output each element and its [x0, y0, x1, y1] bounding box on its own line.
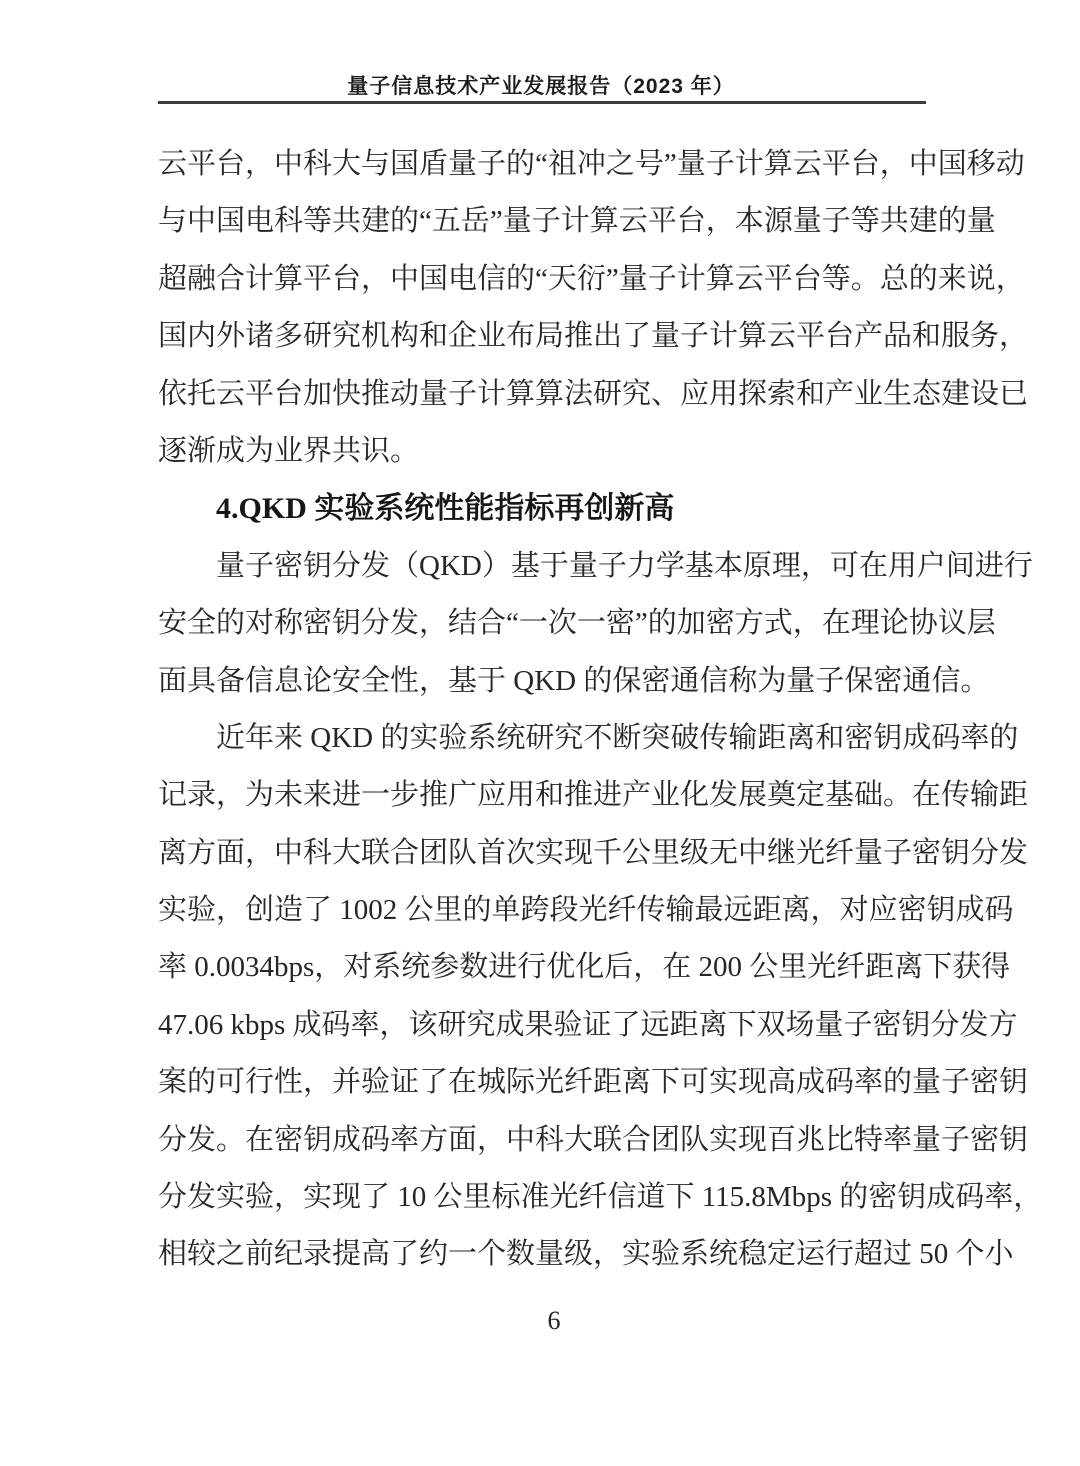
text-line: 依托云平台加快推动量子计算算法研究、应用探索和产业生态建设已	[158, 377, 1029, 410]
text-line: 国内外诸多研究机构和企业布局推出了量子计算云平台产品和服务，	[158, 320, 1029, 353]
text-line: 面具备信息论安全性，基于 QKD 的保密通信称为量子保密通信。	[158, 664, 990, 697]
text-line: 量子密钥分发（QKD）基于量子力学基本原理，可在用户间进行	[216, 549, 1033, 582]
text-line: 分发实验，实现了 10 公里标准光纤信道下 115.8Mbps 的密钥成码率，	[158, 1181, 1043, 1214]
text-line: 实验，创造了 1002 公里的单跨段光纤传输最远距离，对应密钥成码	[158, 894, 1014, 927]
text-line: 逐渐成为业界共识。	[158, 434, 420, 467]
page-header	[158, 70, 924, 100]
text-line: 分发。在密钥成码率方面，中科大联合团队实现百兆比特率量子密钥	[158, 1123, 1029, 1156]
section-heading: 4.QKD 实验系统性能指标再创新高	[216, 492, 675, 526]
text-line: 云平台，中科大与国盾量子的“祖冲之号”量子计算云平台，中国移动	[158, 148, 1025, 180]
text-line: 案的可行性，并验证了在城际光纤距离下可实现高成码率的量子密钥	[158, 1066, 1029, 1099]
page-number: 6	[547, 1306, 561, 1335]
header-rule	[158, 101, 926, 104]
text-line: 超融合计算平台，中国电信的“天衍”量子计算云平台等。总的来说，	[158, 262, 1025, 295]
text-line: 与中国电科等共建的“五岳”量子计算云平台，本源量子等共建的量	[158, 205, 996, 238]
page-header-title: 量子信息技术产业发展报告（2023 年）	[347, 75, 735, 98]
page-footer	[0, 1306, 1080, 1336]
text-line: 相较之前纪录提高了约一个数量级，实验系统稳定运行超过 50 个小	[158, 1238, 1014, 1271]
text-line: 离方面，中科大联合团队首次实现千公里级无中继光纤量子密钥分发	[158, 836, 1029, 869]
text-line: 47.06 kbps 成码率，该研究成果验证了远距离下双场量子密钥分发方	[158, 1008, 1018, 1041]
body-text	[158, 136, 1043, 1284]
text-line: 记录，为未来进一步推广应用和推进产业化发展奠定基础。在传输距	[158, 779, 1029, 812]
text-line: 近年来 QKD 的实验系统研究不断突破传输距离和密钥成码率的	[216, 721, 1019, 754]
text-line: 率 0.0034bps，对系统参数进行优化后，在 200 公里光纤距离下获得	[158, 951, 1011, 984]
text-line: 安全的对称密钥分发，结合“一次一密”的加密方式，在理论协议层	[158, 607, 996, 640]
